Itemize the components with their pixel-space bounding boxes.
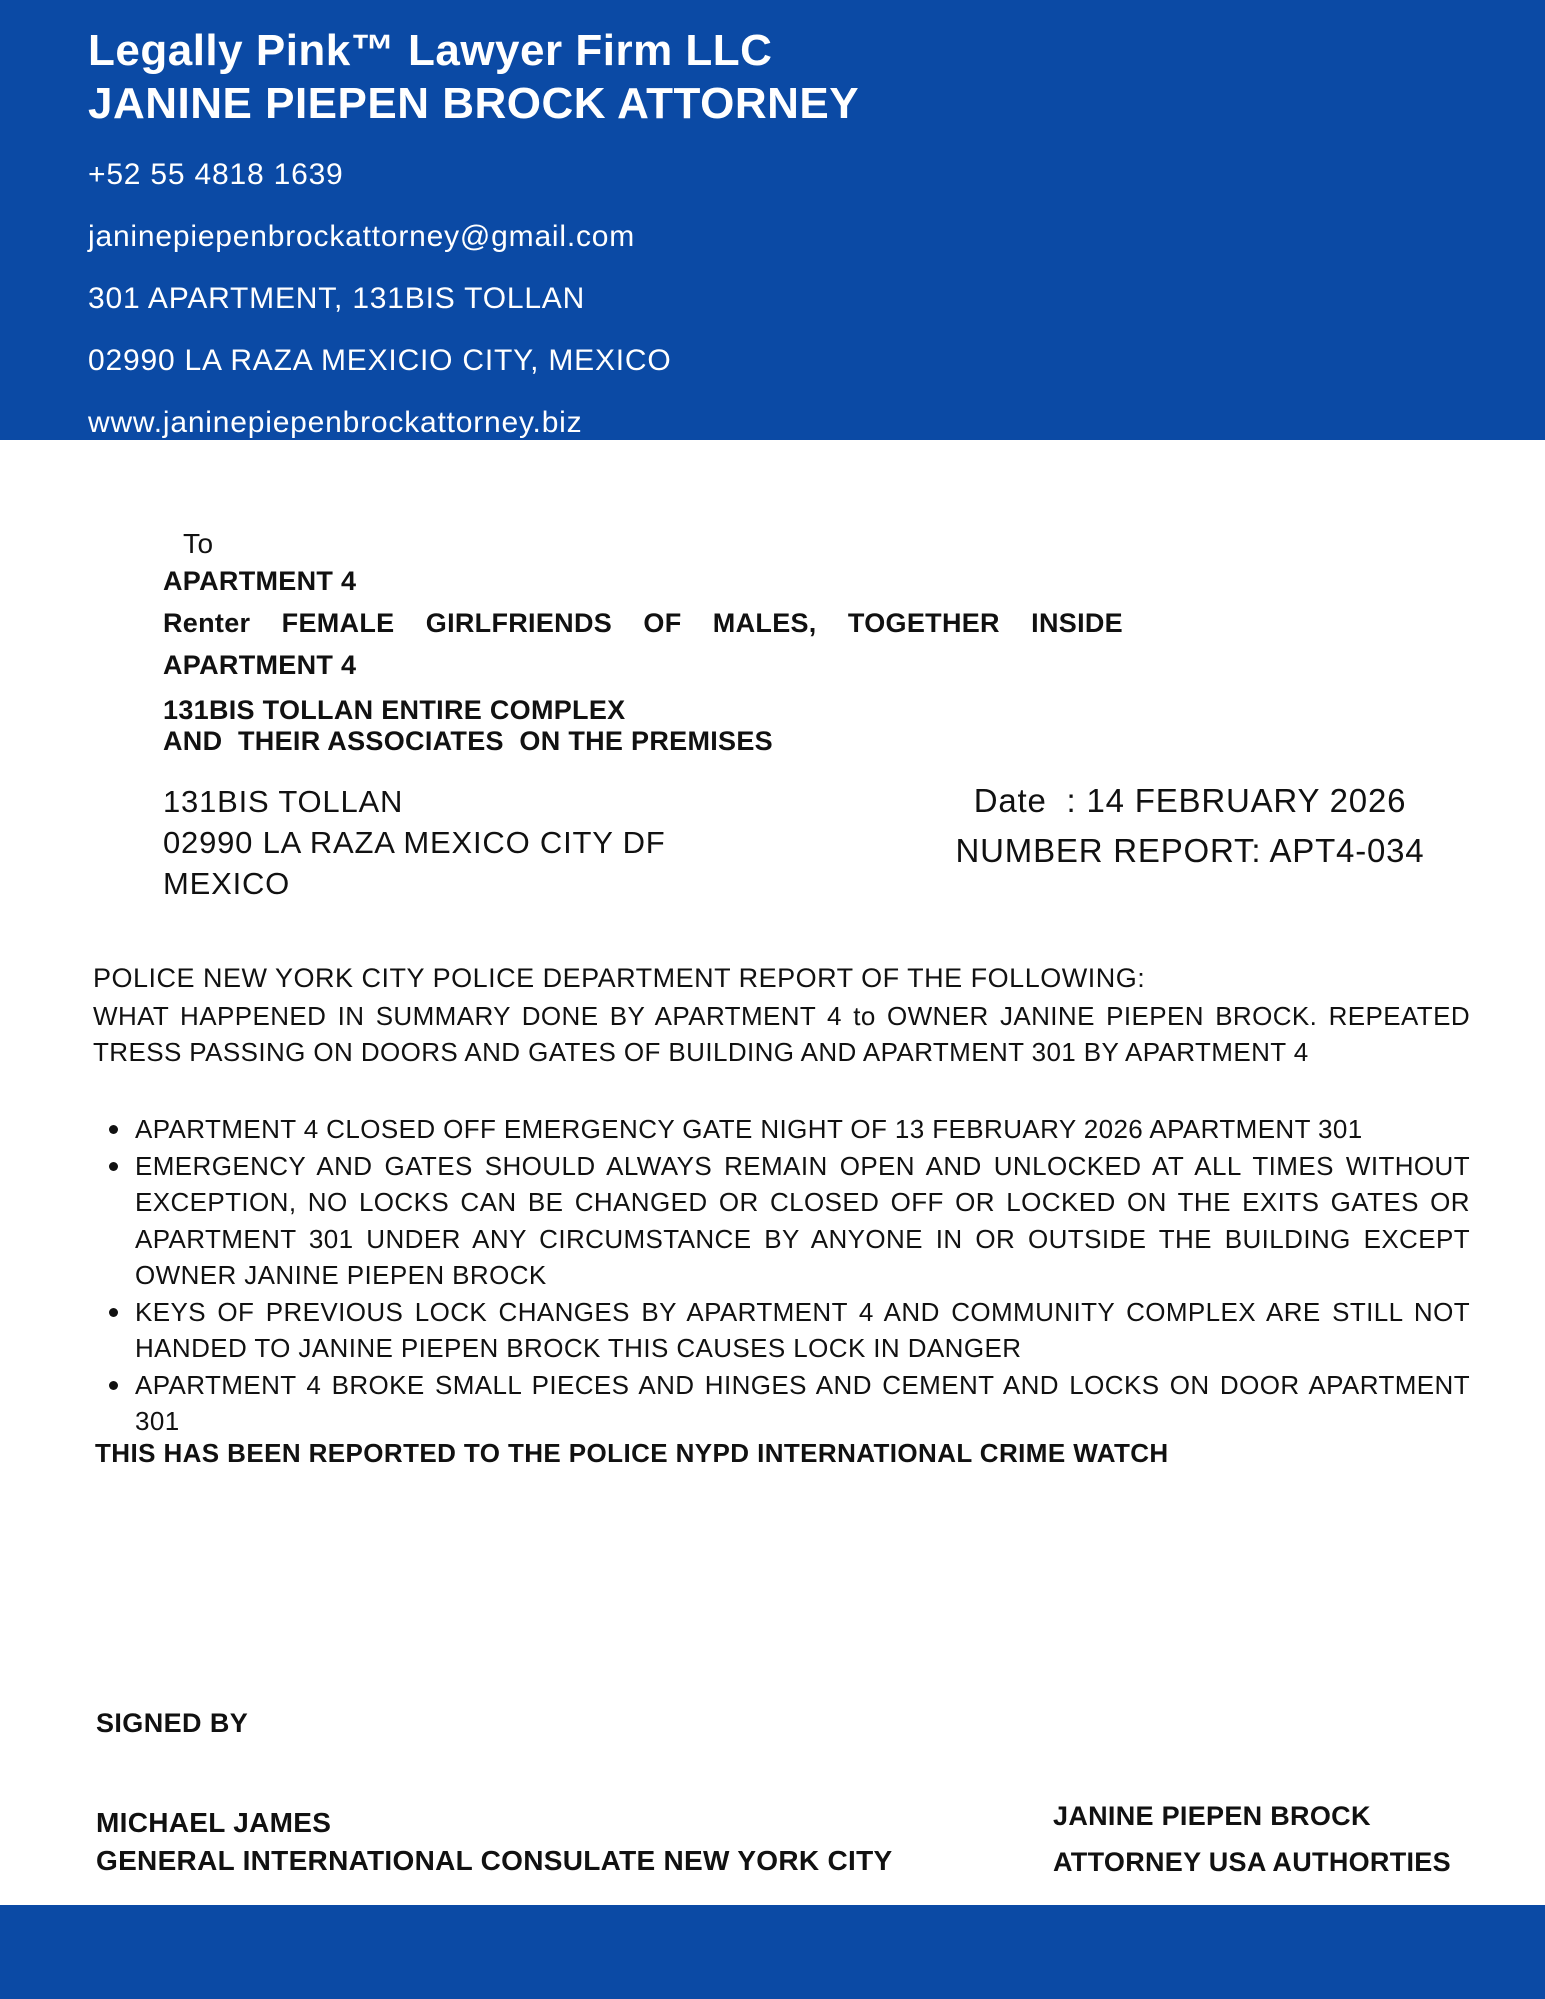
to-label: To — [183, 528, 214, 559]
reported-note: THIS HAS BEEN REPORTED TO THE POLICE NYPD INTERNATIONAL CRIME WATCH — [95, 1438, 1169, 1468]
report-bullet — [93, 1367, 1470, 1440]
signature-left — [96, 1804, 996, 1880]
letterhead — [0, 0, 1545, 440]
report-date: Date : 14 FEBRUARY 2026 — [973, 782, 1407, 819]
signed-by-label: SIGNED BY — [96, 1708, 249, 1738]
phone-number: +52 55 4818 1639 — [88, 158, 344, 191]
report-body — [93, 958, 1470, 1440]
street-address: 301 APARTMENT, 131BIS TOLLAN — [88, 282, 586, 315]
website-url: www.janinepiepenbrockattorney.biz — [88, 406, 583, 439]
report-intro: POLICE NEW YORK CITY POLICE DEPARTMENT REPORT OF THE FOLLOWING: — [93, 963, 1146, 993]
report-summary: WHAT HAPPENED IN SUMMARY DONE BY APARTMENT 4 to OWNER JANINE PIEPEN BROCK. REPEATED TRESS PASSING ON DOORS AND GATES OF BUILDING AND APARTMENT 301 BY APARTMENT 4 — [93, 1001, 1470, 1067]
report-bullet — [93, 1148, 1470, 1294]
bullet-dot-icon — [109, 1162, 118, 1171]
recipient-name: APARTMENT 4 — [163, 566, 357, 596]
signature-left-name: MICHAEL JAMES — [96, 1807, 332, 1838]
renter-line: Renter FEMALE GIRLFRIENDS OF MALES, TOGETHER INSIDE — [163, 608, 1123, 638]
bullet-text: APARTMENT 4 CLOSED OFF EMERGENCY GATE NIGHT OF 13 FEBRUARY 2026 APARTMENT 301 — [135, 1114, 1363, 1144]
bullet-text: KEYS OF PREVIOUS LOCK CHANGES BY APARTMENT 4 AND COMMUNITY COMPLEX ARE STILL NOT HANDED TO JANINE PIEPEN BROCK THIS CAUSES LOCK IN DANGER — [135, 1296, 1470, 1363]
signature-right-title: ATTORNEY USA AUTHORTIES — [1053, 1847, 1451, 1877]
report-bullet — [93, 1111, 1470, 1148]
city-address: 02990 LA RAZA MEXICIO CITY, MEXICO — [88, 344, 672, 377]
signature-left-title: GENERAL INTERNATIONAL CONSULATE NEW YORK CITY — [96, 1845, 893, 1876]
bullet-text: APARTMENT 4 BROKE SMALL PIECES AND HINGES AND CEMENT AND LOCKS ON DOOR APARTMENT 301 — [135, 1369, 1470, 1436]
attorney-name: JANINE PIEPEN BROCK ATTORNEY — [88, 79, 860, 128]
bullet-dot-icon — [109, 1308, 118, 1317]
email-address: janinepiepenbrockattorney@gmail.com — [88, 220, 636, 253]
signature-right-name: JANINE PIEPEN BROCK — [1053, 1801, 1371, 1831]
recipient-city: 02990 LA RAZA MEXICO CITY DF — [163, 825, 666, 860]
bullet-dot-icon — [109, 1381, 118, 1390]
signature-right — [1053, 1793, 1493, 1885]
bullet-text: EMERGENCY AND GATES SHOULD ALWAYS REMAIN OPEN AND UNLOCKED AT ALL TIMES WITHOUT EXCEPTION, NO LOCKS CAN BE CHANGED OR CLOSED OFF OR LOCKED ON THE EXITS GATES OR APARTMENT 301 UNDER ANY CIRCUMSTANCE BY ANYONE IN OR OUTSIDE THE BUILDING EXCEPT OWNER JANINE PIEPEN BROCK — [135, 1150, 1470, 1290]
recipient-street: 131BIS TOLLAN — [163, 784, 404, 819]
recipient-country: MEXICO — [163, 866, 291, 901]
report-bullet — [93, 1294, 1470, 1367]
renter-wrap-line: APARTMENT 4 — [163, 650, 357, 680]
complex-line-2: AND THEIR ASSOCIATES ON THE PREMISES — [163, 726, 773, 756]
complex-line-1: 131BIS TOLLAN ENTIRE COMPLEX — [163, 695, 626, 725]
bullet-dot-icon — [109, 1125, 118, 1134]
contact-block — [88, 144, 1485, 454]
firm-name: Legally Pink™ Lawyer Firm LLC — [88, 26, 773, 75]
footer-bar — [0, 1905, 1545, 1999]
report-number: NUMBER REPORT: APT4-034 — [955, 832, 1425, 869]
report-bullet-list — [93, 1111, 1470, 1440]
meta-block — [940, 776, 1440, 876]
